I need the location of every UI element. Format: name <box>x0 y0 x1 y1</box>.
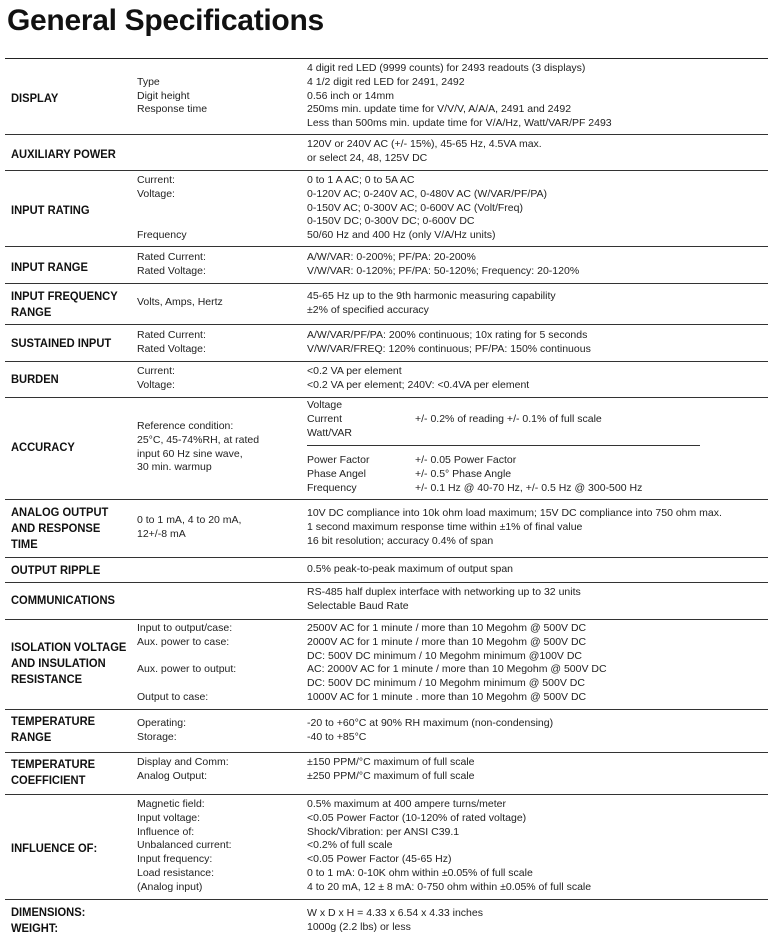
heading-line: ISOLATION VOLTAGE <box>11 640 127 654</box>
value-line: A/W/VAR/PF/PA: 200% continuous; 10x rating for 5 seconds <box>307 329 588 341</box>
value-line: 16 bit resolution; accuracy 0.4% of span <box>307 534 494 547</box>
row-values <box>307 622 768 705</box>
page-title: General Specifications <box>7 4 324 37</box>
accuracy-top-names <box>307 399 352 440</box>
value-line: <0.05 Power Factor (45-65 Hz) <box>307 853 452 866</box>
label-line <box>137 650 287 664</box>
row-heading: INFLUENCE OF: <box>11 841 98 855</box>
label-line <box>137 215 287 229</box>
label-line: Load resistance: <box>137 866 215 879</box>
label-line: 30 min. warmup <box>137 461 212 474</box>
heading-line: RESISTANCE <box>11 672 83 686</box>
value-line: 0 to 1 mA: 0-10K ohm within ±0.05% of full scale <box>307 866 533 879</box>
label-line: Voltage: <box>137 187 175 200</box>
label-line <box>137 202 287 216</box>
heading-line: AND INSULATION <box>11 656 106 670</box>
row-values <box>307 798 768 895</box>
heading-line: INPUT FREQUENCY <box>11 289 118 303</box>
spec-row-display <box>5 58 768 134</box>
value-line: DC: 500V DC minimum / 10 Megohm minimum @100V DC <box>307 649 582 662</box>
accuracy-value: +/- 0.1 Hz @ 40-70 Hz, +/- 0.5 Hz @ 300-500 Hz <box>415 481 643 494</box>
label-line: Output to case: <box>137 690 209 703</box>
accuracy-name: Voltage <box>307 399 343 411</box>
row-labels <box>137 174 287 243</box>
row-heading <box>11 288 118 320</box>
value-line: W x D x H = 4.33 x 6.54 x 4.33 inches <box>307 907 483 919</box>
spec-row-input-range <box>5 246 768 283</box>
value-line: 0.5% peak-to-peak maximum of output span <box>307 563 514 575</box>
row-heading: DISPLAY <box>11 91 59 105</box>
row-labels <box>137 365 287 393</box>
label-line: Reference condition: <box>137 420 234 432</box>
value-line: DC: 500V DC minimum / 10 Megohm minimum @ 500V DC <box>307 677 585 690</box>
value-line: V/W/VAR: 0-120%; PF/PA: 50-120%; Frequency: 20-120% <box>307 264 580 277</box>
label-line: Input frequency: <box>137 853 213 866</box>
label-line: 0 to 1 mA, 4 to 20 mA, <box>137 514 242 526</box>
label-line: 25°C, 45-74%RH, at rated <box>137 433 260 446</box>
heading-line: COEFFICIENT <box>11 773 86 787</box>
spec-row-influence <box>5 794 768 899</box>
row-values <box>307 290 768 318</box>
value-line: 10V DC compliance into 10k ohm load maximum; 15V DC compliance into 750 ohm max. <box>307 507 722 519</box>
row-heading <box>11 713 95 745</box>
accuracy-divider <box>307 445 700 446</box>
spec-row-sustained-input <box>5 324 768 361</box>
row-labels <box>137 798 287 895</box>
value-line: Less than 500ms min. update time for V/A/Hz, Watt/VAR/PF 2493 <box>307 117 612 130</box>
label-line: Operating: <box>137 717 187 729</box>
row-labels <box>137 756 287 784</box>
spec-row-communications <box>5 582 768 619</box>
value-line: Shock/Vibration: per ANSI C39.1 <box>307 825 460 838</box>
spec-row-dimensions <box>5 899 768 943</box>
label-line: Aux. power to case: <box>137 635 230 648</box>
row-heading: SUSTAINED INPUT <box>11 336 112 350</box>
value-line: 4 digit red LED (9999 counts) for 2493 readouts (3 displays) <box>307 62 586 74</box>
row-heading: INPUT RANGE <box>11 260 88 274</box>
label-line <box>137 677 287 691</box>
value-line: or select 24, 48, 125V DC <box>307 151 428 164</box>
label-line: Digit height <box>137 89 190 102</box>
value-line: AC: 2000V AC for 1 minute / more than 10 Megohm @ 500V DC <box>307 663 607 676</box>
value-line: 2000V AC for 1 minute / more than 10 Megohm @ 500V DC <box>307 635 587 648</box>
value-line: A/W/VAR: 0-200%; PF/PA: 20-200% <box>307 251 476 263</box>
value-line: Selectable Baud Rate <box>307 599 409 612</box>
label-line <box>137 62 287 76</box>
row-heading: COMMUNICATIONS <box>11 593 115 607</box>
row-values <box>307 365 768 393</box>
accuracy-top-value: +/- 0.2% of reading +/- 0.1% of full scale <box>415 413 602 425</box>
row-label: Volts, Amps, Hertz <box>137 296 223 308</box>
accuracy-bottom-values <box>415 454 642 495</box>
label-line: Input to output/case: <box>137 622 233 634</box>
spec-row-output-ripple <box>5 557 768 582</box>
label-line: Aux. power to output: <box>137 663 237 676</box>
row-values <box>307 717 768 745</box>
label-line: Rated Voltage: <box>137 342 206 355</box>
row-values <box>307 563 768 577</box>
heading-line: TEMPERATURE <box>11 714 96 728</box>
value-line: 1000V AC for 1 minute . more than 10 Megohm @ 500V DC <box>307 690 587 703</box>
label-line: 12+/-8 mA <box>137 527 186 540</box>
label-line: Influence of: <box>137 825 195 838</box>
row-heading: AUXILIARY POWER <box>11 147 116 161</box>
row-values <box>307 62 768 131</box>
row-heading <box>11 504 108 552</box>
label-line: Rated Current: <box>137 329 206 341</box>
value-line: 120V or 240V AC (+/- 15%), 45-65 Hz, 4.5VA max. <box>307 138 542 150</box>
row-heading: ACCURACY <box>11 440 75 454</box>
value-line: ±2% of specified accuracy <box>307 303 429 316</box>
label-line: Current: <box>137 174 175 186</box>
spec-row-temperature-range <box>5 709 768 752</box>
row-labels <box>137 420 287 475</box>
label-line: Storage: <box>137 730 177 743</box>
accuracy-name: Watt/VAR <box>307 426 352 439</box>
accuracy-name: Phase Angel <box>307 467 366 480</box>
label-line: Type <box>137 75 160 88</box>
label-line: Input voltage: <box>137 811 201 824</box>
value-line: 4 to 20 mA, 12 ± 8 mA: 0-750 ohm within ±0.05% of full scale <box>307 880 592 893</box>
row-heading <box>11 904 85 936</box>
value-line: 0 to 1 A AC; 0 to 5A AC <box>307 174 415 186</box>
label-line: Unbalanced current: <box>137 839 232 852</box>
spec-row-accuracy <box>5 397 768 499</box>
value-line: 4 1/2 digit red LED for 2491, 2492 <box>307 75 465 88</box>
accuracy-value: +/- 0.05 Power Factor <box>415 454 517 466</box>
row-labels <box>137 62 287 117</box>
value-line: 0.5% maximum at 400 ampere turns/meter <box>307 798 506 810</box>
value-line: 0-120V AC; 0-240V AC, 0-480V AC (W/VAR/PF/PA) <box>307 187 548 200</box>
value-line: ±150 PPM/°C maximum of full scale <box>307 756 475 768</box>
value-line: <0.2% of full scale <box>307 839 393 852</box>
row-values <box>307 756 768 784</box>
heading-line: DIMENSIONS: <box>11 905 86 919</box>
heading-line: TIME <box>11 537 38 551</box>
accuracy-value: +/- 0.5° Phase Angle <box>415 467 512 480</box>
value-line: <0.05 Power Factor (10-120% of rated voltage) <box>307 811 527 824</box>
value-line: 50/60 Hz and 400 Hz (only V/A/Hz units) <box>307 229 496 242</box>
label-line: Current: <box>137 365 175 377</box>
label-line: Rated Current: <box>137 251 206 263</box>
heading-line: TEMPERATURE <box>11 757 96 771</box>
row-labels <box>137 717 287 745</box>
value-line: -20 to +60°C at 90% RH maximum (non-condensing) <box>307 717 554 729</box>
spec-row-isolation <box>5 619 768 709</box>
accuracy-name: Current <box>307 412 343 425</box>
label-line: Display and Comm: <box>137 756 229 768</box>
spec-row-input-rating <box>5 170 768 246</box>
value-line: 250ms min. update time for V/V/V, A/A/A, 2491 and 2492 <box>307 103 572 116</box>
label-line: (Analog input) <box>137 880 203 893</box>
heading-line: RANGE <box>11 730 52 744</box>
row-heading: BURDEN <box>11 372 59 386</box>
row-labels <box>137 622 287 705</box>
row-heading <box>11 639 126 687</box>
spec-row-input-frequency-range <box>5 283 768 324</box>
spec-row-burden <box>5 361 768 397</box>
value-line: <0.2 VA per element <box>307 365 402 377</box>
row-heading: INPUT RATING <box>11 203 90 217</box>
label-line: Magnetic field: <box>137 798 205 810</box>
accuracy-name: Frequency <box>307 481 357 494</box>
value-line: <0.2 VA per element; 240V: <0.4VA per element <box>307 378 530 391</box>
accuracy-bottom-names <box>307 454 369 495</box>
row-values <box>307 251 768 279</box>
value-line: 2500V AC for 1 minute / more than 10 Megohm @ 500V DC <box>307 622 587 634</box>
heading-line: WEIGHT: <box>11 921 59 935</box>
spec-row-temperature-coefficient <box>5 752 768 794</box>
row-values <box>307 907 768 935</box>
row-heading: OUTPUT RIPPLE <box>11 563 101 577</box>
row-values <box>307 507 768 548</box>
row-values <box>307 329 768 357</box>
label-line: Response time <box>137 103 208 116</box>
value-line: 1 second maximum response time within ±1% of final value <box>307 520 583 533</box>
row-heading <box>11 756 95 788</box>
label-line: Voltage: <box>137 378 175 391</box>
row-values <box>307 174 768 243</box>
value-line: 45-65 Hz up to the 9th harmonic measuring capability <box>307 290 556 302</box>
heading-line: RANGE <box>11 305 52 319</box>
spec-row-auxiliary-power <box>5 134 768 170</box>
heading-line: ANALOG OUTPUT <box>11 505 109 519</box>
value-line: V/W/VAR/FREQ: 120% continuous; PF/PA: 150% continuous <box>307 342 591 355</box>
label-line: Analog Output: <box>137 769 208 782</box>
accuracy-name: Power Factor <box>307 454 370 466</box>
value-line: 1000g (2.2 lbs) or less <box>307 920 411 933</box>
label-line: Rated Voltage: <box>137 264 206 277</box>
value-line: RS-485 half duplex interface with networking up to 32 units <box>307 586 581 598</box>
row-values <box>307 138 768 166</box>
value-line: ±250 PPM/°C maximum of full scale <box>307 769 475 782</box>
label-line: Frequency <box>137 229 187 242</box>
heading-line: AND RESPONSE <box>11 521 101 535</box>
value-line: -40 to +85°C <box>307 730 367 743</box>
row-values <box>307 586 768 614</box>
value-line: 0.56 inch or 14mm <box>307 89 394 102</box>
label-line: input 60 Hz sine wave, <box>137 447 243 460</box>
spec-row-analog-output <box>5 499 768 557</box>
row-labels <box>137 329 287 357</box>
row-labels <box>137 251 287 279</box>
value-line: 0-150V AC; 0-300V AC; 0-600V AC (Volt/Freq) <box>307 201 523 214</box>
row-labels <box>137 514 287 542</box>
value-line: 0-150V DC; 0-300V DC; 0-600V DC <box>307 215 475 228</box>
